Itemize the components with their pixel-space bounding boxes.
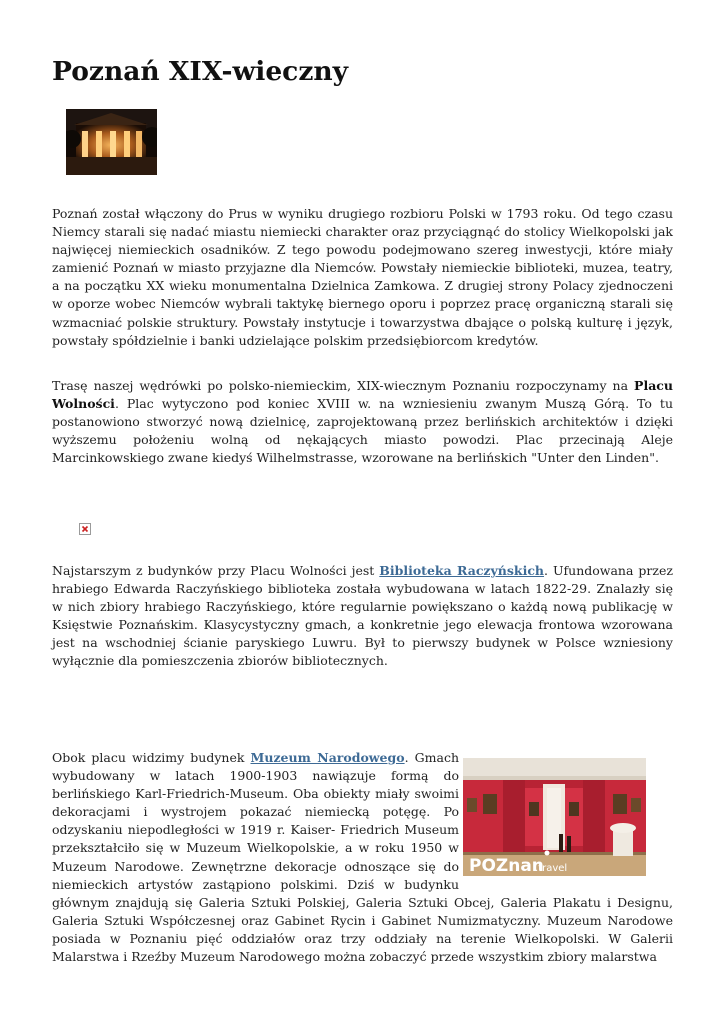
biblioteka-raczynskich-link[interactable]: Biblioteka Raczyńskich — [379, 563, 545, 578]
paragraph-plac-text-start: Trasę naszej wędrówki po polsko-niemieckim, XIX-wiecznym Poznaniu rozpoczynamy na — [52, 378, 635, 393]
plac-wolnosci-bold: Placu Wolności — [52, 378, 673, 412]
paragraph-biblioteka — [52, 562, 673, 671]
muzeum-narodowe-link[interactable]: Muzeum Narodowego — [250, 750, 405, 765]
palace-night-photo — [66, 109, 157, 175]
photo-watermark-brand: POZnan — [469, 856, 544, 876]
museum-gallery-photo — [463, 758, 646, 876]
paragraph-biblioteka-text-end: . Ufundowana przez hrabiego Edwarda Raczyńskiego biblioteka została wybudowana w latach 1822-29. Znalazły się w nich zbiory hrabiego Raczyńskiego, które regularnie powiększano o każdą nową publikację w Księstwie Poznańskim. Klasycystyczny gmach, a konkretnie jego elewacja frontowa wzorowana jest na wschodniej ścianie paryskiego Luwru. Był to pierwszy budynek w Polsce wzniesiony wyłącznie dla pomieszczenia zbiorów bibliotecznych. — [52, 563, 673, 669]
paragraph-plac-wolnosci — [52, 377, 673, 467]
paragraph-muzeum-text-start: Obok placu widzimy budynek — [52, 750, 251, 765]
photo-watermark-suffix: .travel — [535, 863, 568, 874]
page-title: Poznań XIX-wieczny — [52, 56, 349, 87]
paragraph-plac-text-end: . Plac wytyczono pod koniec XVIII w. na wzniesieniu zwanym Muszą Górą. To tu postanowiono stworzyć nową dzielnicę, zaprojektowaną przez berlińskich architektów i dzięki wyższemu położeniu wolną od nękających miasto powodzi. Plac przecinają Aleje Marcinkowskiego zwane kiedyś Wilhelmstrasse, wzorowane na berlińskich "Unter den Linden". — [52, 396, 673, 466]
paragraph-biblioteka-text-start: Najstarszym z budynków przy Placu Wolności jest — [52, 563, 380, 578]
paragraph-history-text: Poznań został włączony do Prus w wyniku drugiego rozbioru Polski w 1793 roku. Od tego czasu Niemcy starali się nadać miastu niemiecki charakter oraz przyciągnąć do stolicy Wielkopolski jak najwięcej niemieckich osadników. Z tego powodu podejmowano szereg inwestycji, które miały zamienić Poznań w miasto przyjazne dla Niemców. Powstały niemieckie biblioteki, muzea, teatry, a na początku XX wieku monumentalna Dzielnica Zamkowa. Z drugiej strony Polacy zjednoczeni w oporze wobec Niemców wybrali taktykę biernego oporu i poprzez pracę organiczną starali się wzmacniać polskie struktury. Powstały instytucje i towarzystwa dbające o polską kulturę i język, powstały spółdzielnie i banki udzielające polskim przedsiębiorcom kredytów. — [52, 206, 673, 348]
paragraph-muzeum-text-end: . Gmach wybudowany w latach 1900-1903 nawiązuje formą do berlińskiego Karl-Friedrich-Museum. Oba obiekty miały swoimi dekoracjami i wystrojem pokazać niemiecką potęgę. Po odzyskaniu niepodległości w 1919 r. Kaiser- Friedrich Museum przekształciło się w Muzeum Wielkopolskie, a w roku 1950 w Muzeum Narodowe. Zewnętrzne dekoracje odnoszące się do niemieckich artystów zastąpiono polskimi. Dziś w budynku głównym znajdują się Galeria Sztuki Polskiej, Galeria Sztuki Obcej, Galeria Plakatu i Designu, Galeria Sztuki Współczesnej oraz Gabinet Rycin i Gabinet Numizmatyczny. Muzeum Narodowe posiada w Poznaniu pięć oddziałów oraz trzy oddziały na terenie Wielkopolski. W Galerii Malarstwa i Rzeźby Muzeum Narodowego można zobaczyć przede wszystkim zbiory malarstwa — [52, 750, 673, 965]
paragraph-history — [52, 205, 673, 350]
broken-image-icon — [79, 523, 91, 535]
